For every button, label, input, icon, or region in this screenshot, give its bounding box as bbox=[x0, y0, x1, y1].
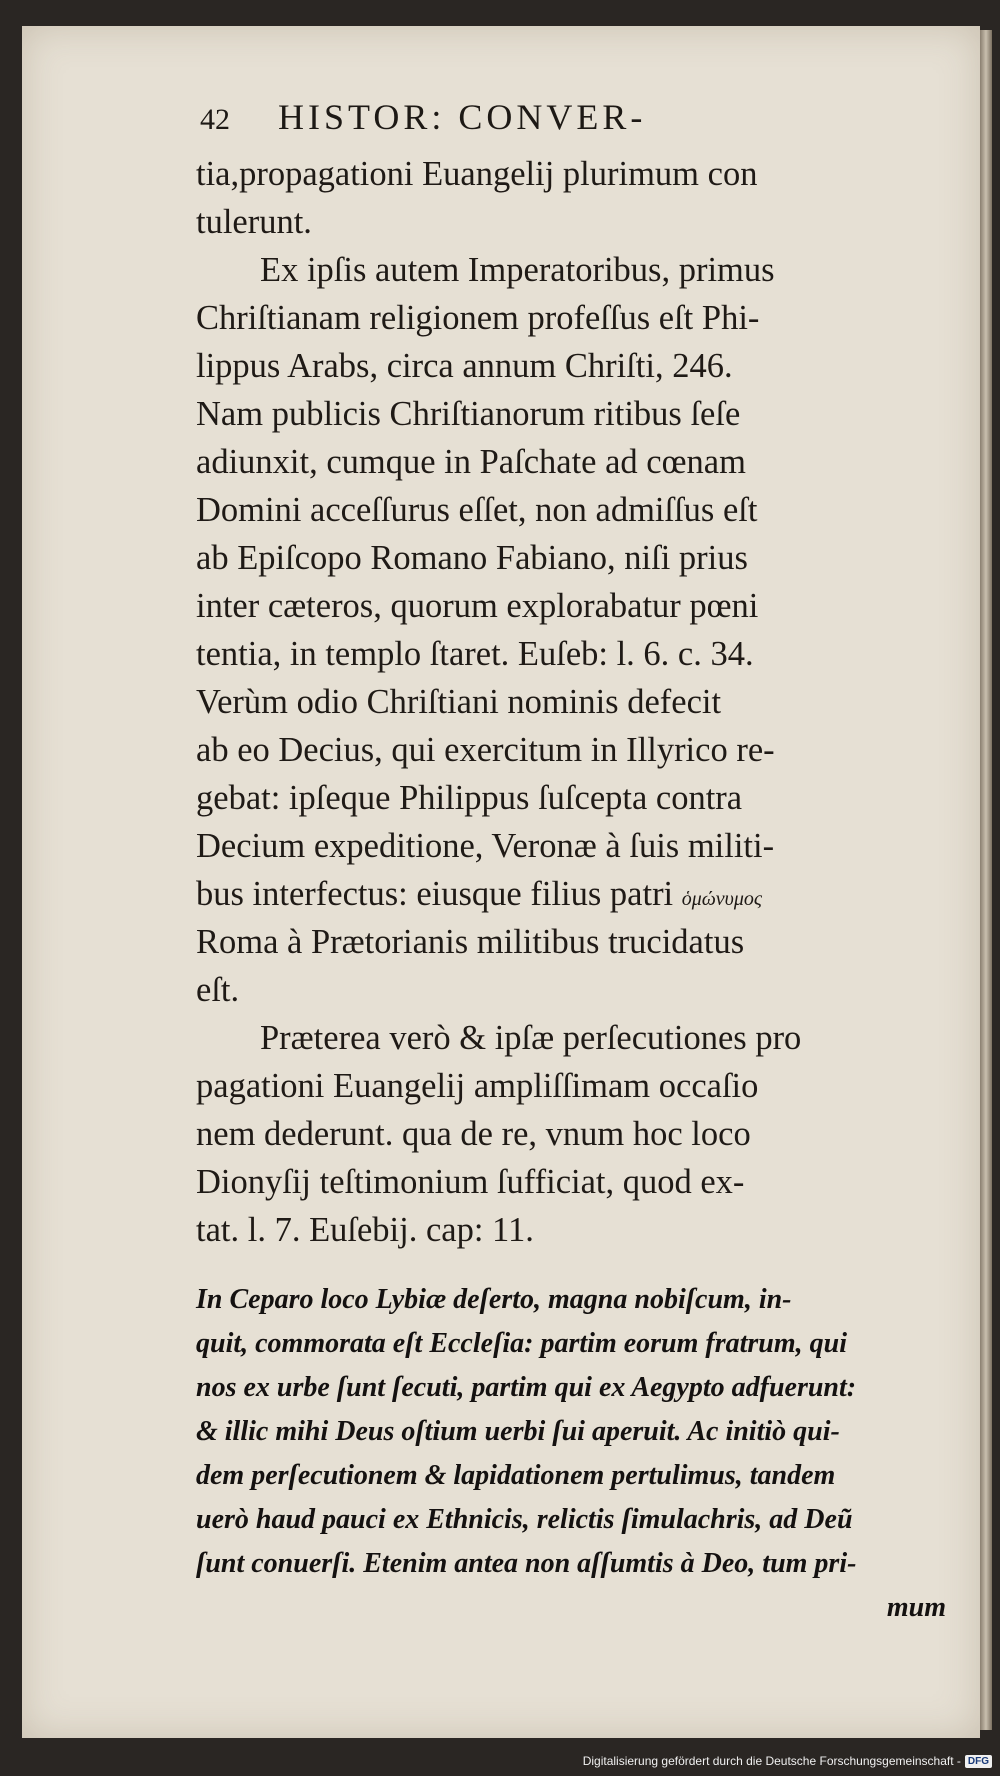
quote-line: & illic mihi Deus oſtium uerbi ſui aperuit. Ac initiò qui- bbox=[196, 1416, 840, 1447]
catchword: mum bbox=[886, 1592, 946, 1623]
text-line: ab eo Decius, qui exercitum in Illyrico re- bbox=[196, 731, 775, 769]
main-text bbox=[196, 150, 976, 1254]
page-edge bbox=[980, 30, 992, 1730]
quotation-block bbox=[196, 1278, 976, 1630]
credit-text: Digitalisierung gefördert durch die Deutsche Forschungsgemeinschaft - bbox=[582, 1754, 961, 1768]
text-line: Decium expeditione, Veronæ à ſuis militi- bbox=[196, 827, 775, 865]
text-line: tat. l. 7. Euſebij. cap: 11. bbox=[196, 1211, 534, 1249]
quote-line: quit, commorata eſt Eccleſia: partim eorum fratrum, qui bbox=[196, 1328, 847, 1359]
page-header bbox=[200, 96, 800, 144]
digitization-credit bbox=[583, 1750, 992, 1772]
text-line: inter cæteros, quorum explorabatur pœni bbox=[196, 587, 759, 625]
greek-word: ὁμώνυμος bbox=[681, 888, 762, 910]
quote-line: dem perſecutionem & lapidationem pertulimus, tandem bbox=[196, 1460, 836, 1491]
text-line: ab Epiſcopo Romano Fabiano, niſi prius bbox=[196, 539, 748, 577]
text-line: eſt. bbox=[196, 971, 240, 1009]
page-number: 42 bbox=[200, 103, 230, 136]
text-line: Dionyſij teſtimonium ſufficiat, quod ex- bbox=[196, 1163, 745, 1201]
text-line: Nam publicis Chriſtianorum ritibus ſeſe bbox=[196, 395, 741, 433]
text-line: tentia, in templo ſtaret. Euſeb: l. 6. c. 34. bbox=[196, 635, 754, 673]
quote-line: In Ceparo loco Lybiæ deſerto, magna nobiſcum, in- bbox=[196, 1284, 792, 1315]
text-line: Domini acceſſurus eſſet, non admiſſus eſt bbox=[196, 491, 758, 529]
text-line: gebat: ipſeque Philippus ſuſcepta contra bbox=[196, 779, 743, 817]
text-line: Roma à Prætorianis militibus trucidatus bbox=[196, 923, 745, 961]
text-line: Verùm odio Chriſtiani nominis defecit bbox=[196, 683, 722, 721]
text-line: Ex ipſis autem Imperatoribus, primus bbox=[260, 251, 775, 289]
quote-line: uerò haud pauci ex Ethnicis, relictis ſimulachris, ad Deũ bbox=[196, 1504, 853, 1535]
text-line: tia,propagationi Euangelij plurimum con bbox=[196, 155, 758, 193]
text-line: Chriſtianam religionem profeſſus eſt Phi- bbox=[196, 299, 760, 337]
text-line bbox=[196, 870, 976, 918]
text-line: pagationi Euangelij ampliſſimam occaſio bbox=[196, 1067, 759, 1105]
text-line: adiunxit, cumque in Paſchate ad cœnam bbox=[196, 443, 746, 481]
quote-line: ſunt conuerſi. Etenim antea non aſſumtis à Deo, tum pri- bbox=[196, 1548, 857, 1579]
text-line: tulerunt. bbox=[196, 203, 312, 241]
running-head: HISTOR: CONVER- bbox=[278, 97, 647, 137]
dfg-logo: DFG bbox=[965, 1755, 992, 1768]
text-fragment: bus interfectus: eiusque filius patri bbox=[196, 875, 674, 913]
text-line: lippus Arabs, circa annum Chriſti, 246. bbox=[196, 347, 733, 385]
text-line: Præterea verò & ipſæ perſecutiones pro bbox=[260, 1019, 802, 1057]
text-line: nem dederunt. qua de re, vnum hoc loco bbox=[196, 1115, 751, 1153]
quote-line: nos ex urbe ſunt ſecuti, partim qui ex Aegypto adfuerunt: bbox=[196, 1372, 857, 1403]
